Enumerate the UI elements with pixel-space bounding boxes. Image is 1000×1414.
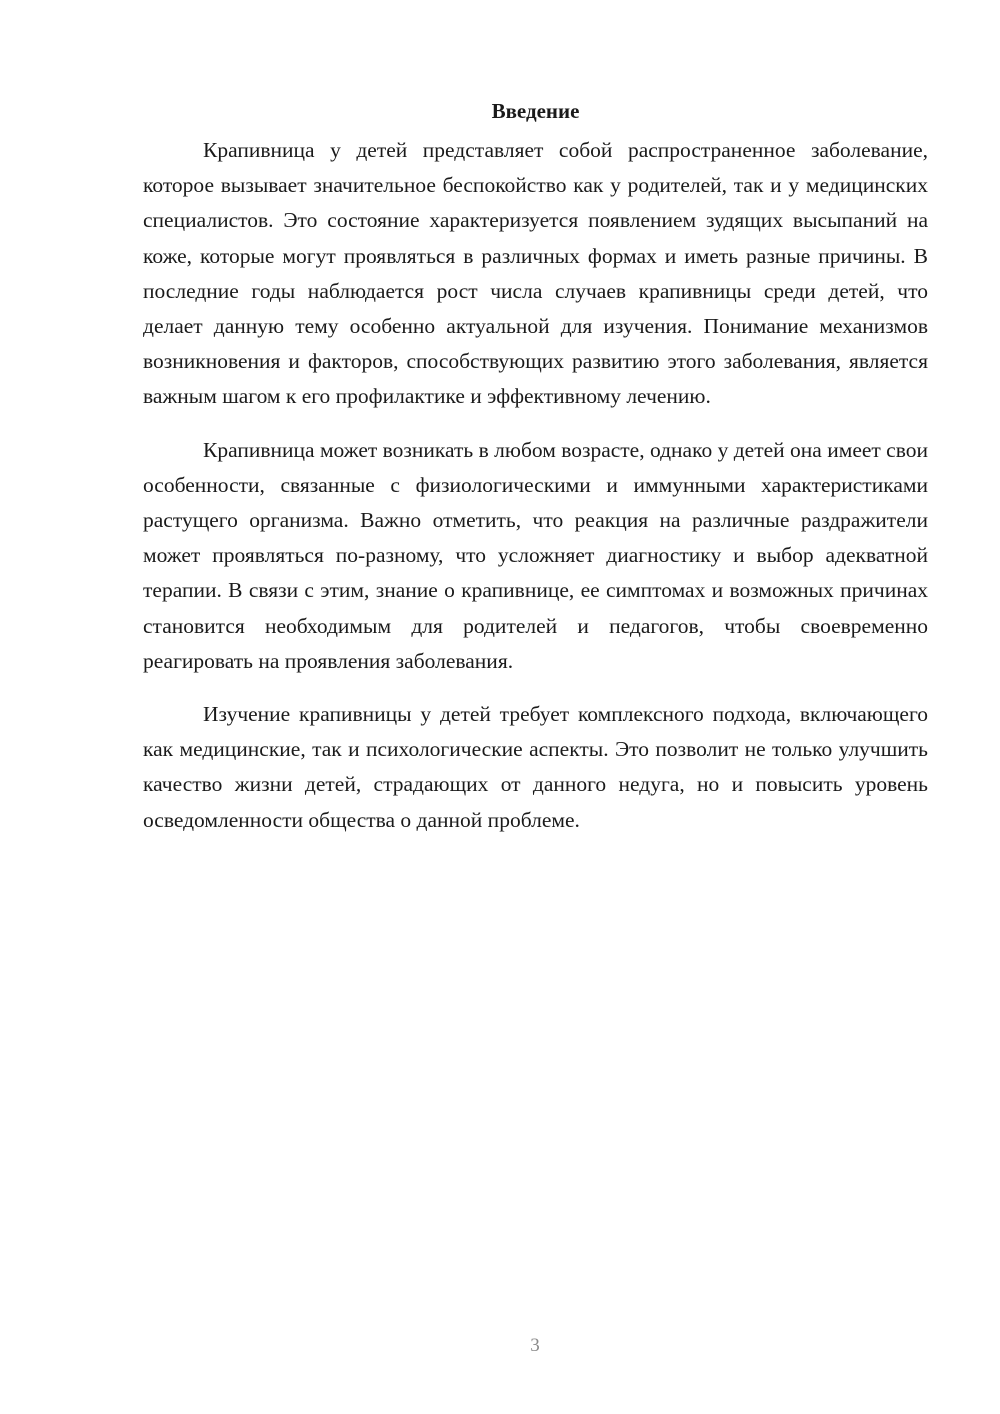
page-number: 3 [530,1335,540,1356]
page-content [143,96,928,856]
section-heading: Введение [491,99,580,123]
paragraph-3: Изучение крапивницы у детей требует комплексного подхода, включающего как медицинские, так и психологические аспекты. Это позволит не только улучшить качество жизни детей, страдающих от данного недуга, но и повысить уровень осведомленности общества о данной проблеме. [143,702,928,832]
paragraph-2: Крапивница может возникать в любом возрасте, однако у детей она имеет свои особенности, связанные с физиологическими и иммунными характеристиками растущего организма. Важно отметить, что реакция на различные раздражители может проявляться по-разному, что усложняет диагностику и выбор адекватной терапии. В связи с этим, знание о крапивнице, ее симптомах и возможных причинах становится необходимым для родителей и педагогов, чтобы своевременно реагировать на проявления заболевания. [143,437,928,673]
paragraph-1: Крапивница у детей представляет собой распространенное заболевание, которое вызывает значительное беспокойство как у родителей, так и у медицинских специалистов. Это состояние характеризуется появлением зудящих высыпаний на коже, которые могут проявляться в различных формах и иметь разные причины. В последние годы наблюдается рост числа случаев крапивницы среди детей, что делает данную тему особенно актуальной для изучения. Понимание механизмов возникновения и факторов, способствующих развитию этого заболевания, является важным шагом к его профилактике и эффективному лечению. [143,138,928,409]
